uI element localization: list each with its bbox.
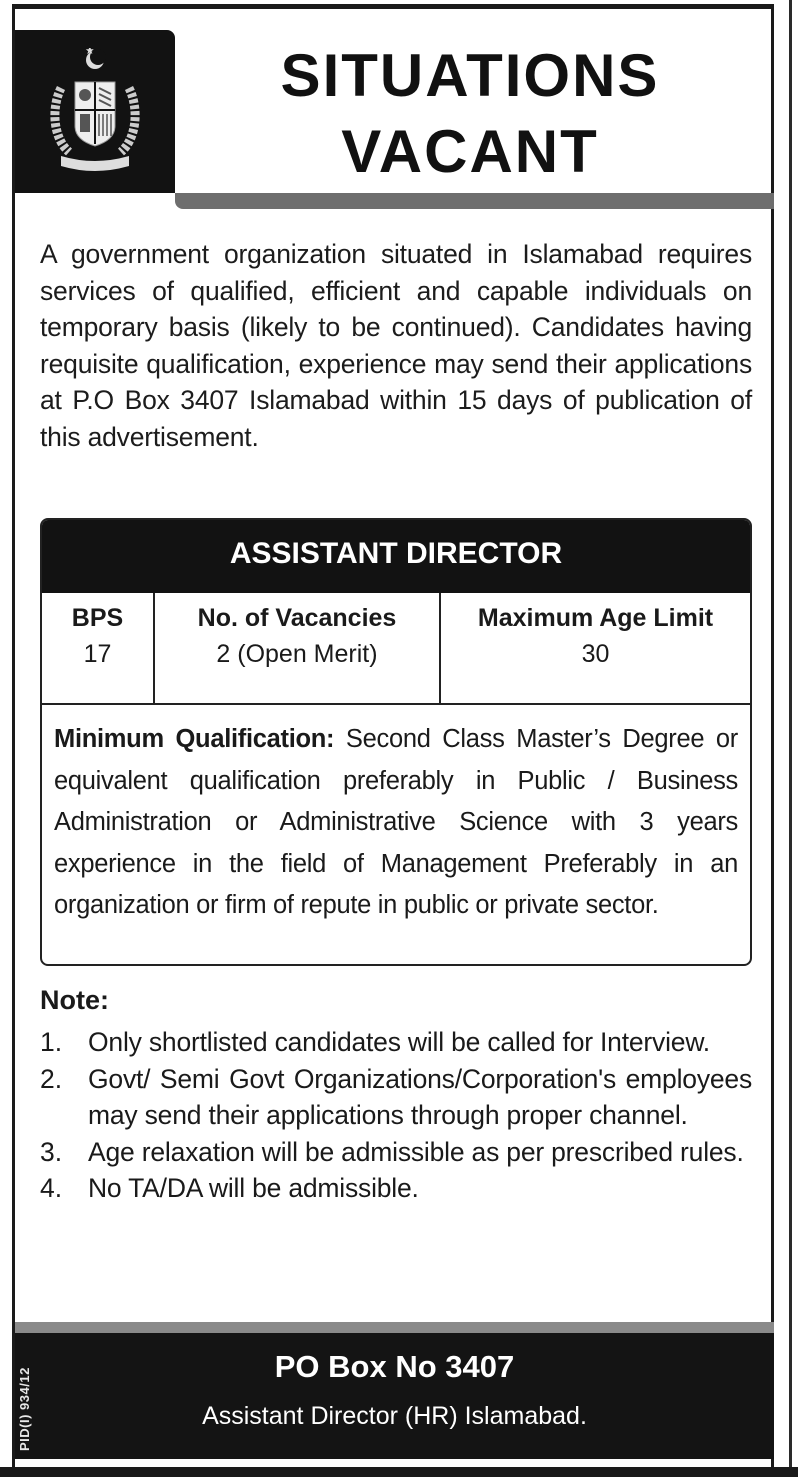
age-limit-header: Maximum Age Limit (477, 604, 714, 632)
footer (15, 1333, 774, 1459)
bps-header: BPS (71, 604, 124, 632)
note-item: 1. Only shortlisted candidates will be called for Interview. (40, 1027, 710, 1057)
title-line-2: VACANT (341, 118, 599, 185)
vacancies-header: No. of Vacancies (197, 604, 397, 632)
note-item: 2. Govt/ Semi Govt Organizations/Corporation's employees may send their applications through proper channel. (40, 1063, 752, 1130)
qualification-label: Minimum Qualification: (54, 725, 335, 753)
header-divider (175, 193, 774, 209)
qualification-body: Second Class Master’s Degree or equivalent qualification preferably in Public / Business Administration or Administrative Science with 3 years experience in the field of Management Preferably in an organization or firm of repute in public or private sector. (54, 725, 738, 919)
intro-paragraph: A government organization situated in Islamabad requires services of qualified, efficient and capable individuals on temporary basis (likely to be continued). Candidates having requisite qualification, experience may send their applications at P.O Box 3407 Islamabad within 15 days of publication of this advertisement. (40, 239, 752, 452)
notes-title: Note: (40, 985, 109, 1015)
state-emblem-icon (49, 48, 141, 176)
page-edge-line (789, 0, 792, 1477)
title-line-1: SITUATIONS (280, 42, 660, 109)
po-box: PO Box No 3407 (274, 1349, 515, 1384)
age-limit-value: 30 (581, 640, 610, 668)
cell-age-limit (439, 593, 750, 703)
note-item: 4. No TA/DA will be admissible. (40, 1173, 419, 1203)
notes-list (40, 1024, 752, 1207)
job-title: ASSISTANT DIRECTOR (42, 520, 750, 593)
note-item: 3. Age relaxation will be admissible as per prescribed rules. (40, 1136, 744, 1167)
bps-value: 17 (83, 640, 112, 668)
job-details-table (42, 593, 750, 705)
cell-bps (42, 593, 153, 703)
page-title (175, 38, 765, 190)
bottom-rule (0, 1467, 798, 1477)
emblem-box (15, 30, 175, 193)
job-box (40, 518, 752, 966)
cell-vacancies (153, 593, 439, 703)
contact-address: Assistant Director (HR) Islamabad. (202, 1402, 587, 1430)
qualification-text (42, 705, 750, 927)
pid-code: PID(I) 934/12 (17, 1367, 32, 1451)
vacancies-value: 2 (Open Merit) (216, 640, 378, 668)
